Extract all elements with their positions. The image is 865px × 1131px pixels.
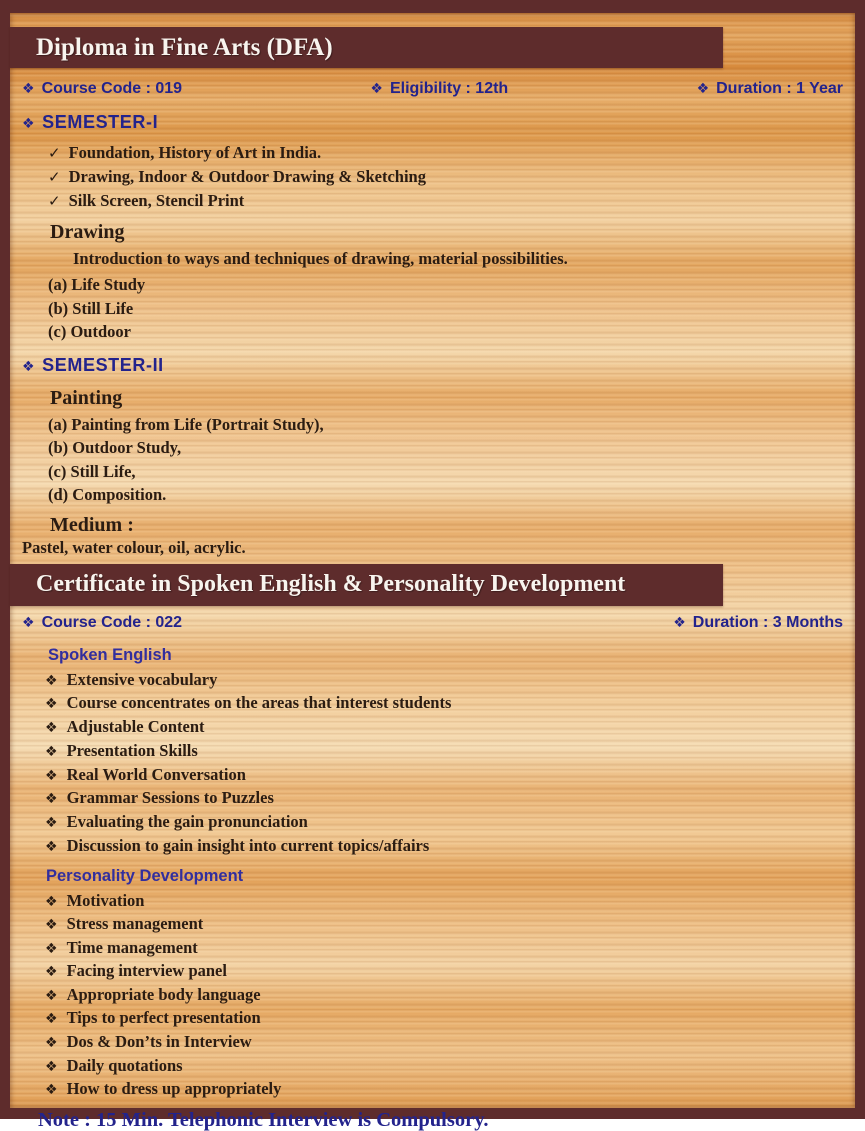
semester1-heading-label: SEMESTER-I (42, 112, 159, 132)
list-item (45, 913, 855, 937)
dfa-eligibility-label: Eligibility : 12th (389, 80, 509, 97)
diamond-bullet-icon: ❖ (45, 964, 58, 981)
list-item (48, 165, 855, 189)
list-item (45, 1007, 855, 1031)
diamond-bullet-icon: ❖ (45, 917, 58, 934)
wood-background (10, 13, 855, 1131)
dfa-meta-row (10, 80, 855, 98)
list-item (45, 835, 855, 859)
list-item (45, 669, 855, 693)
list-item-text: Dos & Don’ts in Interview (66, 1032, 252, 1052)
check-icon: ✓ (48, 192, 61, 210)
list-item-text: Course concentrates on the areas that interest students (66, 693, 452, 713)
painting-subheading: Painting (50, 386, 123, 409)
cse-duration (673, 614, 843, 632)
list-item (48, 141, 855, 165)
list-item-text: Tips to perfect presentation (66, 1008, 261, 1028)
personality-items (45, 890, 855, 1102)
semester2-heading-label: SEMESTER-II (42, 354, 164, 375)
list-item (45, 890, 855, 914)
list-item: (b) Outdoor Study, (48, 438, 182, 457)
medium-label: Medium : (50, 513, 134, 536)
dfa-eligibility (370, 80, 508, 98)
diamond-bullet-icon: ❖ (45, 1082, 58, 1099)
list-item (45, 740, 855, 764)
list-item-text: Drawing, Indoor & Outdoor Drawing & Sketching (68, 167, 426, 186)
diamond-bullet-icon: ❖ (45, 1058, 58, 1075)
cse-meta-row (10, 614, 855, 632)
list-item-text: How to dress up appropriately (66, 1079, 282, 1099)
diamond-bullet-icon: ❖ (45, 940, 58, 957)
list-item-text: Grammar Sessions to Puzzles (66, 788, 274, 808)
list-item (45, 811, 855, 835)
diamond-bullet-icon: ❖ (45, 743, 58, 760)
list-item (45, 1055, 855, 1079)
dfa-title: Diploma in Fine Arts (DFA) (36, 33, 333, 61)
list-item (45, 1078, 855, 1102)
drawing-intro: Introduction to ways and techniques of drawing, material possibilities. (73, 249, 568, 268)
diamond-icon: ❖ (22, 116, 36, 132)
diamond-bullet-icon: ❖ (45, 767, 58, 784)
diamond-icon: ❖ (22, 614, 35, 631)
diamond-bullet-icon: ❖ (45, 893, 58, 910)
list-item-text: Evaluating the gain pronunciation (66, 812, 308, 831)
diamond-bullet-icon: ❖ (45, 696, 58, 713)
painting-items (48, 413, 855, 507)
list-item-text: Discussion to gain insight into current topics/affairs (66, 835, 430, 855)
list-item-text: Silk Screen, Stencil Print (68, 191, 245, 210)
diamond-icon: ❖ (673, 614, 686, 631)
top-gap (10, 13, 855, 27)
cse-duration-label: Duration : 3 Months (692, 613, 843, 631)
list-item (45, 716, 855, 740)
dfa-course-code (22, 80, 182, 98)
diamond-icon: ❖ (22, 81, 35, 97)
semester2-heading (22, 356, 855, 376)
spoken-english-heading: Spoken English (48, 645, 172, 664)
list-item: (c) Still Life, (48, 461, 136, 481)
list-item (45, 787, 855, 811)
list-item (45, 764, 855, 788)
dfa-course-code-label: Course Code : 019 (41, 80, 183, 97)
list-item-text: Real World Conversation (66, 764, 246, 784)
list-item-text: Motivation (66, 890, 145, 910)
spoken-english-items (45, 669, 855, 859)
semester1-heading (22, 113, 855, 133)
list-item (45, 960, 855, 984)
list-item (45, 937, 855, 961)
list-item (48, 189, 855, 213)
diamond-bullet-icon: ❖ (45, 672, 58, 689)
diamond-bullet-icon: ❖ (45, 838, 58, 855)
list-item: (a) Painting from Life (Portrait Study), (48, 414, 324, 434)
list-item-text: Foundation, History of Art in India. (68, 143, 322, 162)
list-item-text: Daily quotations (66, 1055, 183, 1075)
diamond-bullet-icon: ❖ (45, 987, 58, 1004)
list-item-text: Time management (66, 937, 198, 957)
diamond-icon: ❖ (22, 358, 36, 375)
semester1-checklist (48, 141, 855, 213)
list-item: (c) Outdoor (48, 322, 131, 341)
list-item (45, 1031, 855, 1055)
list-item (45, 692, 855, 716)
list-item-text: Extensive vocabulary (66, 669, 218, 689)
diamond-bullet-icon: ❖ (45, 720, 58, 736)
diamond-bullet-icon: ❖ (45, 1035, 58, 1052)
list-item: (a) Life Study (48, 275, 146, 294)
list-item: (b) Still Life (48, 298, 134, 318)
list-item-text: Facing interview panel (66, 961, 227, 981)
list-item-text: Stress management (66, 914, 204, 934)
list-item (45, 984, 855, 1008)
diamond-icon: ❖ (370, 81, 383, 97)
diamond-bullet-icon: ❖ (45, 791, 58, 808)
cse-course-code-label: Course Code : 022 (41, 613, 183, 631)
list-item-text: Adjustable Content (66, 717, 205, 736)
diamond-bullet-icon: ❖ (45, 815, 58, 831)
check-icon: ✓ (48, 144, 61, 162)
diamond-icon: ❖ (696, 81, 710, 97)
check-icon: ✓ (48, 168, 61, 186)
list-item: (d) Composition. (48, 485, 167, 504)
note-text: Note : 15 Min. Telephonic Interview is Compulsory. (38, 1108, 489, 1131)
dfa-header-bar (10, 27, 723, 68)
cse-course-code (22, 614, 182, 632)
drawing-subheading: Drawing (50, 221, 125, 243)
cse-header-bar (10, 564, 723, 606)
list-item-text: Presentation Skills (66, 740, 198, 760)
medium-value: Pastel, water colour, oil, acrylic. (22, 537, 246, 557)
drawing-items (48, 273, 855, 344)
diamond-bullet-icon: ❖ (45, 1011, 58, 1028)
dfa-duration (697, 80, 843, 98)
personality-heading: Personality Development (46, 866, 244, 885)
dfa-duration-label: Duration : 1 Year (716, 80, 843, 97)
cse-title: Certificate in Spoken English & Personality Development (36, 571, 626, 597)
list-item-text: Appropriate body language (66, 984, 261, 1004)
